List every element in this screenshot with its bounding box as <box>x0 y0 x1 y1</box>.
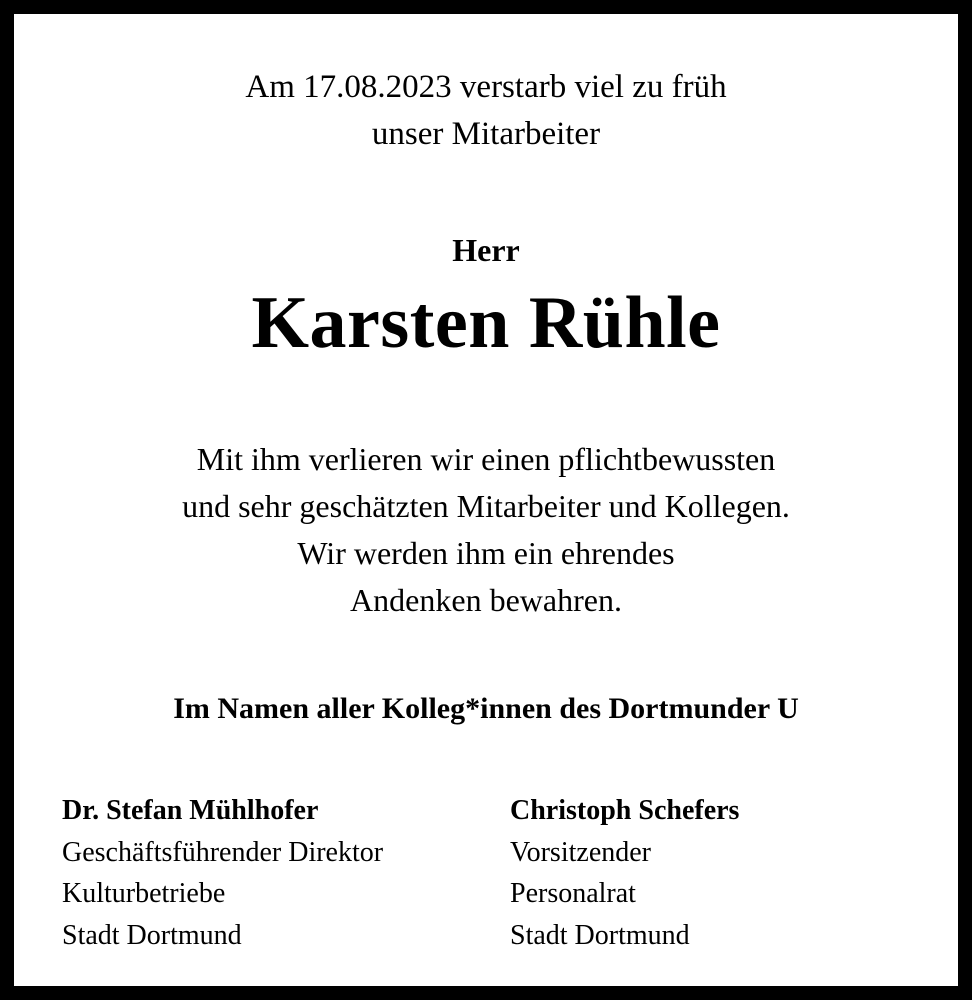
signatory-role: Vorsitzender <box>510 836 651 868</box>
signatory-organization: Stadt Dortmund <box>510 919 690 951</box>
intro-line-2: unser Mitarbeiter <box>371 115 601 152</box>
behalf-statement: Im Namen aller Kolleg*innen des Dortmunder U <box>173 692 799 726</box>
obituary-notice <box>14 14 958 986</box>
signatory-department: Personalrat <box>510 878 636 910</box>
salutation: Herr <box>452 231 520 268</box>
message-line-2: und sehr geschätzten Mitarbeiter und Kollegen. <box>182 488 790 525</box>
signatory-organization: Stadt Dortmund <box>62 919 242 951</box>
signature-block <box>14 790 958 956</box>
signatory-name: Christoph Schefers <box>510 795 740 827</box>
message-line-1: Mit ihm verlieren wir einen pflichtbewussten <box>196 441 776 478</box>
intro-line-1: Am 17.08.2023 verstarb viel zu früh <box>245 69 727 105</box>
signature-column-left <box>62 790 510 956</box>
memorial-message <box>14 436 958 624</box>
signatory-name: Dr. Stefan Mühlhofer <box>62 795 319 827</box>
deceased-name: Karsten Rühle <box>251 281 721 364</box>
intro-text <box>14 64 958 158</box>
signature-column-right <box>510 790 958 956</box>
signatory-role: Geschäftsführender Direktor <box>62 836 384 868</box>
signatory-department: Kulturbetriebe <box>62 878 226 910</box>
message-line-3: Wir werden ihm ein ehrendes <box>297 535 675 572</box>
message-line-4: Andenken bewahren. <box>350 582 622 619</box>
